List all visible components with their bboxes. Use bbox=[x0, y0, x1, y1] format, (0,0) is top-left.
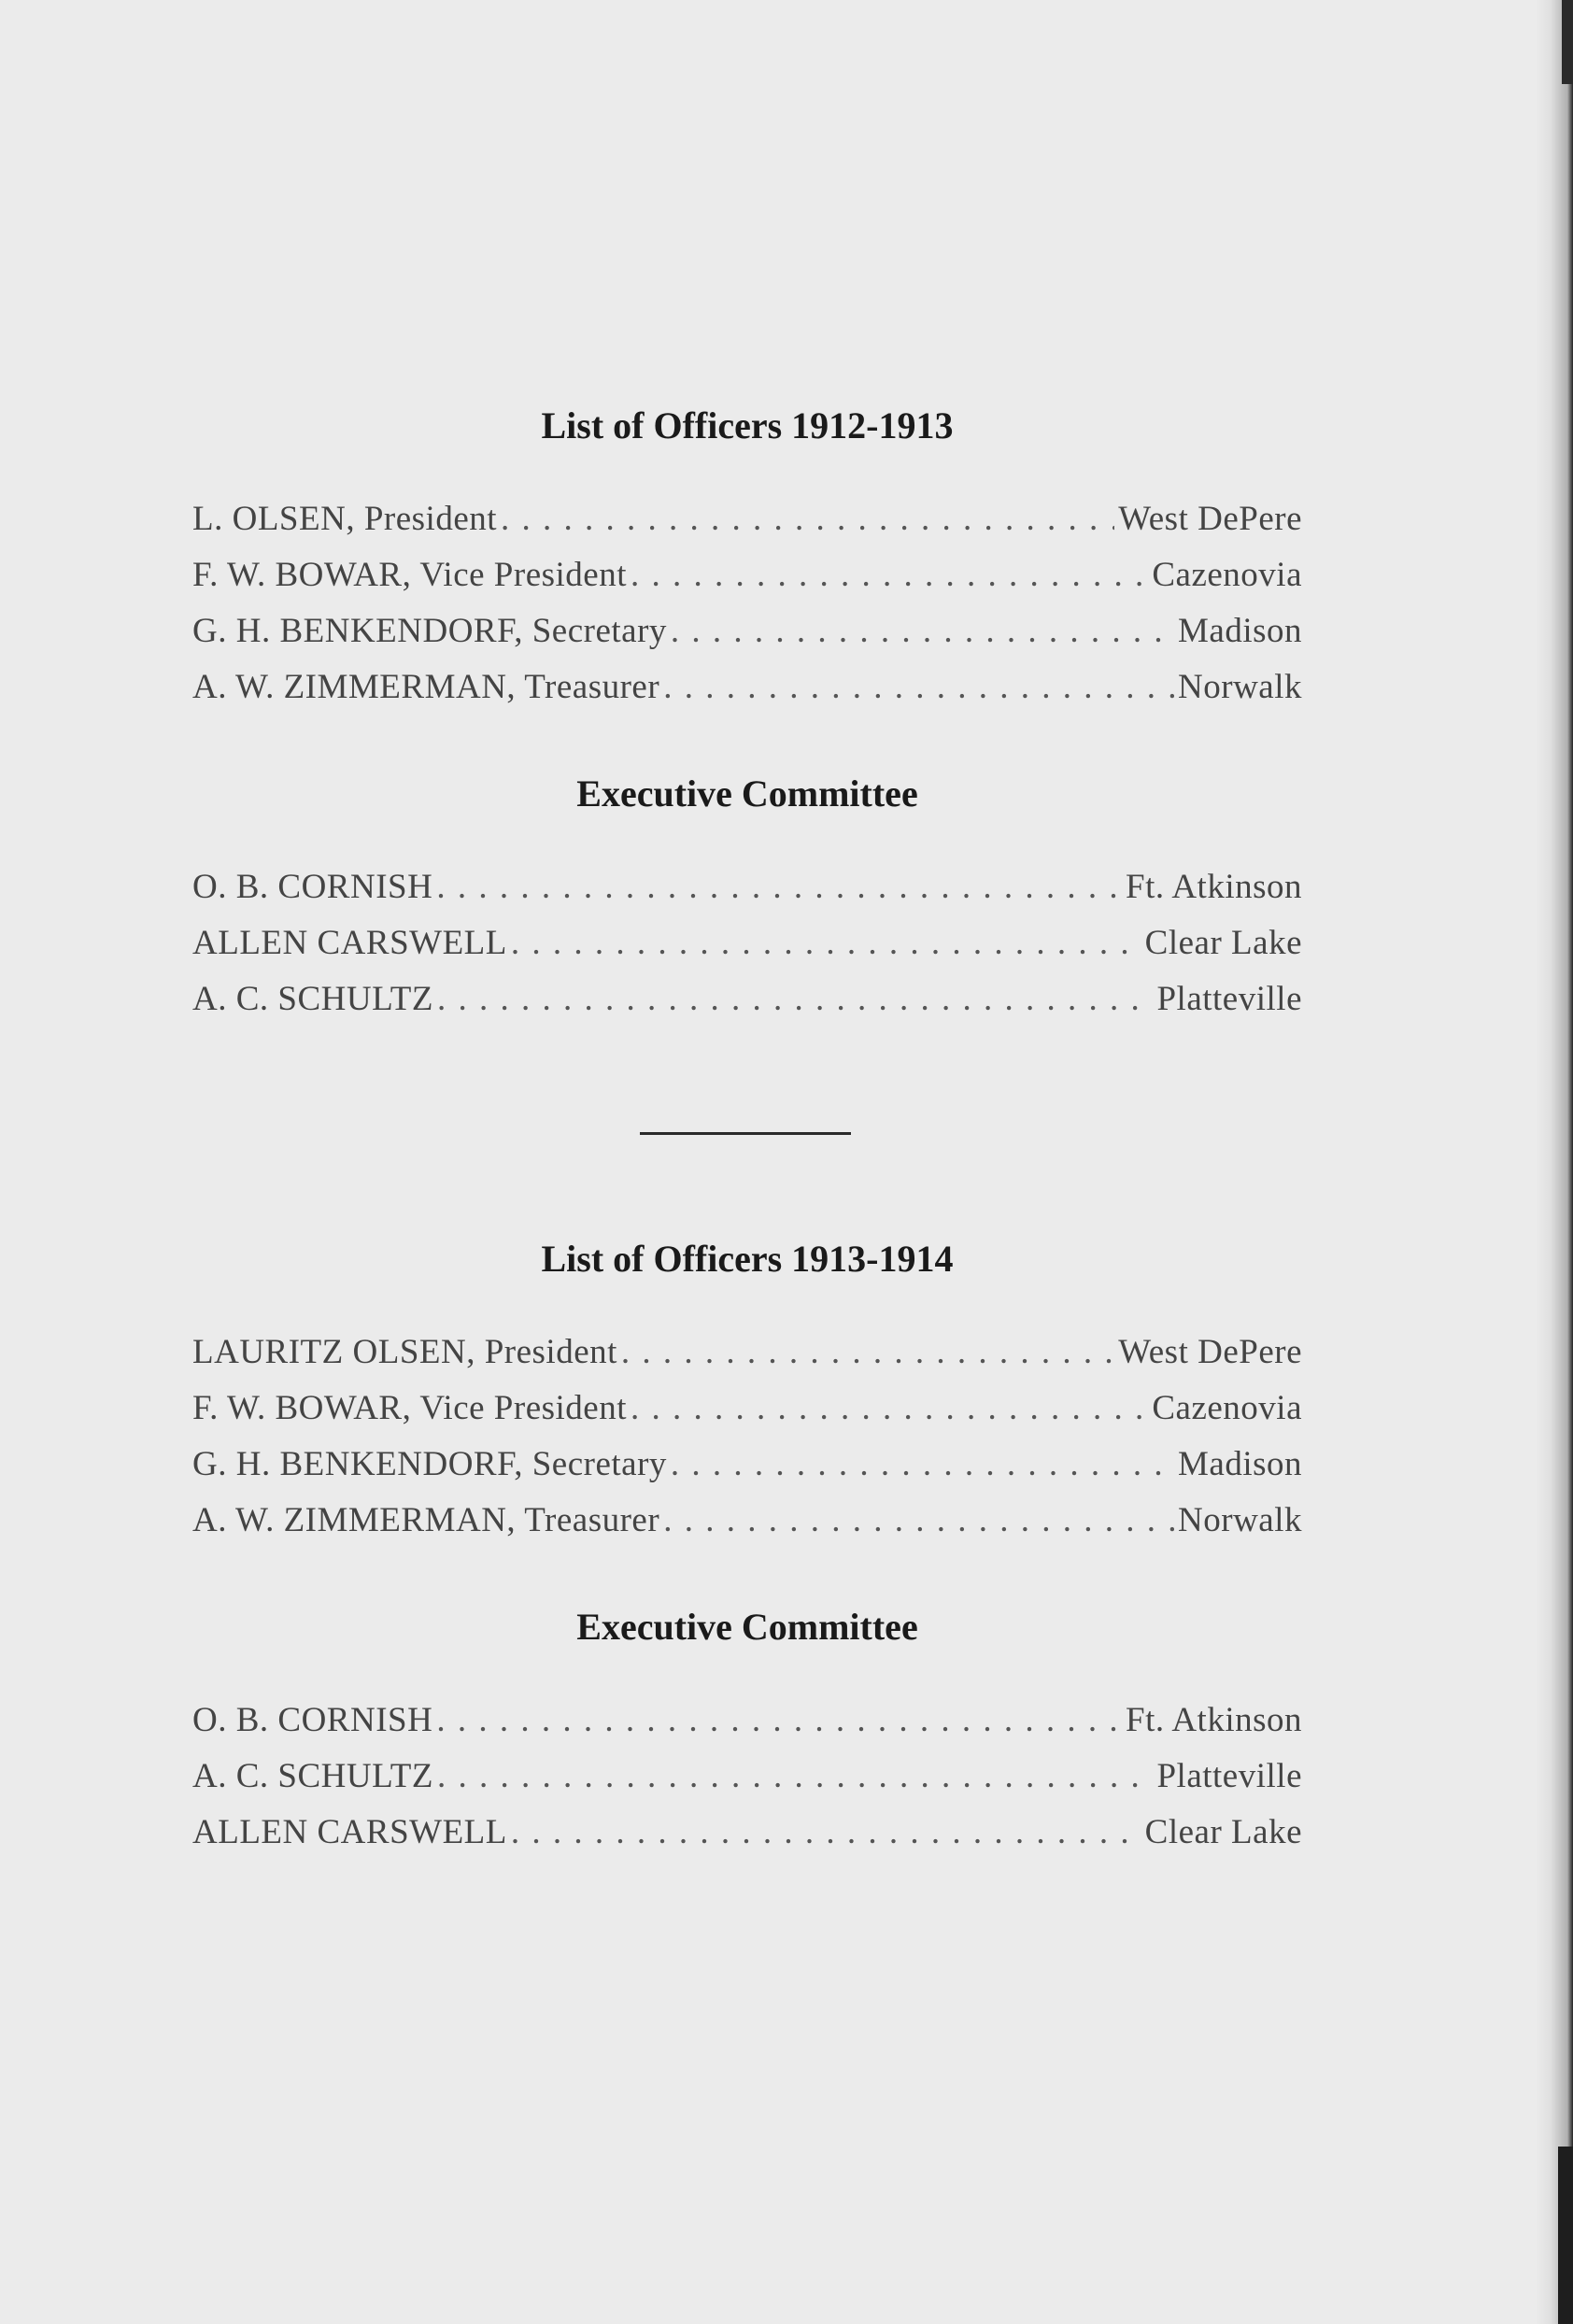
officer-name: A. W. ZIMMERMAN, Treasurer bbox=[192, 1501, 660, 1539]
list-item bbox=[192, 603, 1302, 659]
member-place: Ft. Atkinson bbox=[1126, 1701, 1302, 1739]
officer-place: West DePere bbox=[1118, 1333, 1302, 1371]
page-edge-binding-top bbox=[1562, 0, 1573, 84]
dot-leader bbox=[663, 1493, 1174, 1549]
dot-leader bbox=[437, 971, 1153, 1027]
executive-committee-1913-section bbox=[192, 1601, 1302, 1861]
officer-name: LAURITZ OLSEN, President bbox=[192, 1333, 617, 1371]
dot-leader bbox=[621, 1325, 1114, 1381]
section-title: List of Officers 1913-1914 bbox=[541, 1238, 954, 1280]
list-item bbox=[192, 971, 1302, 1027]
officer-name: G. H. BENKENDORF, Secretary bbox=[192, 612, 667, 650]
committee-list bbox=[192, 859, 1302, 1027]
list-item bbox=[192, 659, 1302, 716]
list-item bbox=[192, 859, 1302, 915]
section-title: List of Officers 1912-1913 bbox=[541, 404, 954, 446]
section-title: Executive Committee bbox=[576, 1606, 918, 1648]
member-name: A. C. SCHULTZ bbox=[192, 1757, 434, 1795]
officer-place: Madison bbox=[1178, 612, 1302, 650]
list-item bbox=[192, 491, 1302, 547]
officer-name: G. H. BENKENDORF, Secretary bbox=[192, 1445, 667, 1483]
member-name: ALLEN CARSWELL bbox=[192, 1813, 507, 1851]
list-item bbox=[192, 547, 1302, 603]
member-place: Clear Lake bbox=[1144, 1813, 1302, 1851]
list-item bbox=[192, 1325, 1302, 1381]
dot-leader bbox=[671, 1437, 1174, 1493]
officer-name: A. W. ZIMMERMAN, Treasurer bbox=[192, 668, 660, 706]
officer-name: F. W. BOWAR, Vice President bbox=[192, 1389, 627, 1427]
dot-leader bbox=[663, 659, 1174, 716]
page-edge-shadow bbox=[1536, 0, 1573, 2324]
list-item bbox=[192, 915, 1302, 971]
member-place: Ft. Atkinson bbox=[1126, 868, 1302, 906]
page-edge-binding-bottom bbox=[1558, 2147, 1573, 2324]
dot-leader bbox=[631, 1381, 1148, 1437]
officer-place: Norwalk bbox=[1178, 668, 1302, 706]
dot-leader bbox=[501, 491, 1114, 547]
officer-place: Cazenovia bbox=[1152, 1389, 1302, 1427]
officers-1912-1913-section bbox=[192, 400, 1302, 716]
officer-place: Cazenovia bbox=[1152, 556, 1302, 594]
member-name: O. B. CORNISH bbox=[192, 868, 433, 906]
member-place: Clear Lake bbox=[1144, 924, 1302, 962]
dot-leader bbox=[511, 1805, 1141, 1861]
officers-1913-1914-section bbox=[192, 1233, 1302, 1549]
dot-leader bbox=[437, 1749, 1153, 1805]
section-divider-rule bbox=[640, 1132, 851, 1135]
list-item bbox=[192, 1437, 1302, 1493]
list-item bbox=[192, 1381, 1302, 1437]
officer-name: L. OLSEN, President bbox=[192, 500, 498, 538]
officers-list bbox=[192, 491, 1302, 716]
dot-leader bbox=[436, 859, 1122, 915]
member-place: Platteville bbox=[1156, 1757, 1302, 1795]
officer-place: West DePere bbox=[1118, 500, 1302, 538]
member-name: O. B. CORNISH bbox=[192, 1701, 433, 1739]
section-title: Executive Committee bbox=[576, 772, 918, 815]
committee-list bbox=[192, 1693, 1302, 1861]
list-item bbox=[192, 1749, 1302, 1805]
dot-leader bbox=[631, 547, 1148, 603]
dot-leader bbox=[436, 1693, 1122, 1749]
member-place: Platteville bbox=[1156, 980, 1302, 1018]
member-name: ALLEN CARSWELL bbox=[192, 924, 507, 962]
member-name: A. C. SCHULTZ bbox=[192, 980, 434, 1018]
officer-place: Madison bbox=[1178, 1445, 1302, 1483]
list-item bbox=[192, 1805, 1302, 1861]
officer-place: Norwalk bbox=[1178, 1501, 1302, 1539]
officer-name: F. W. BOWAR, Vice President bbox=[192, 556, 627, 594]
dot-leader bbox=[671, 603, 1174, 659]
list-item bbox=[192, 1493, 1302, 1549]
officers-list bbox=[192, 1325, 1302, 1549]
list-item bbox=[192, 1693, 1302, 1749]
executive-committee-1912-section bbox=[192, 768, 1302, 1027]
dot-leader bbox=[511, 915, 1141, 971]
